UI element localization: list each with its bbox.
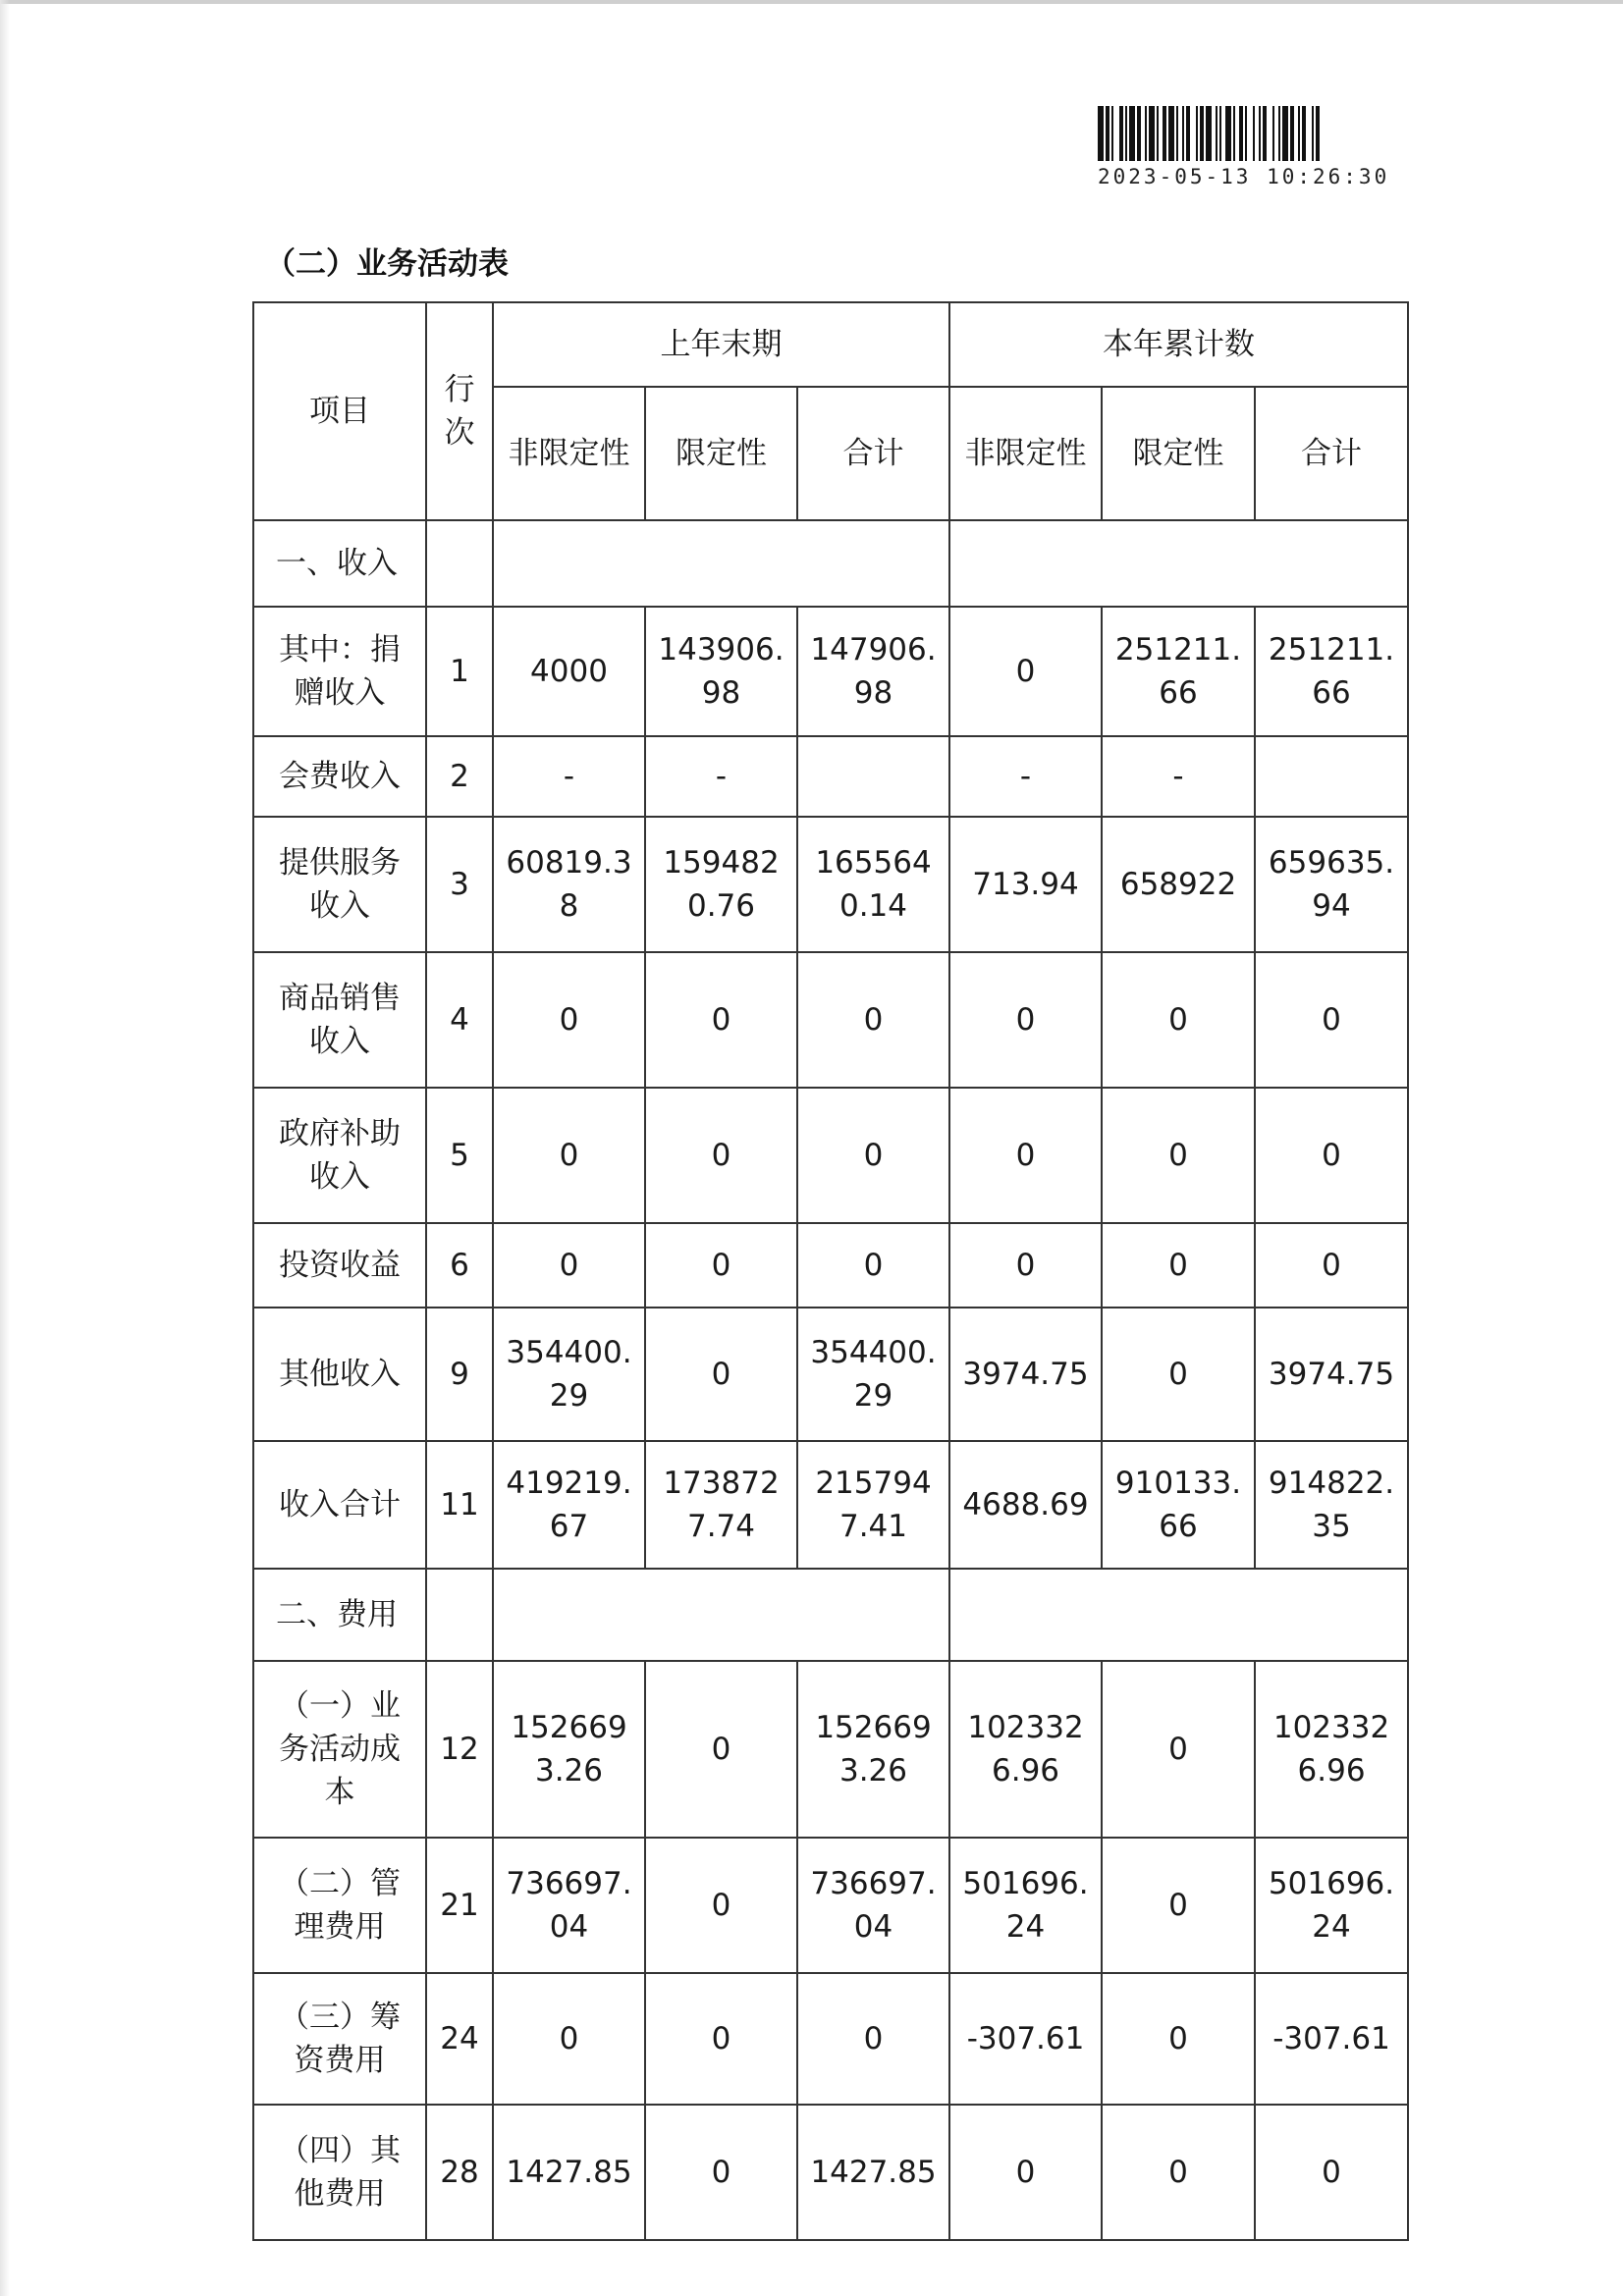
curr-unrestricted-cell: 501696.24 (949, 1838, 1102, 1973)
prev-restricted-cell: 0 (645, 1973, 797, 2105)
header-prev-period: 上年末期 (493, 302, 949, 387)
table-row (253, 1308, 1408, 1441)
header-row-1 (253, 302, 1408, 387)
curr-total-cell: 3974.75 (1255, 1308, 1408, 1441)
curr-restricted-cell: 0 (1102, 1223, 1255, 1308)
curr-restricted-cell: - (1102, 736, 1255, 817)
curr-unrestricted-cell: -307.61 (949, 1973, 1102, 2105)
table-row (253, 607, 1408, 736)
table-row (253, 1223, 1408, 1308)
curr-restricted-cell: 0 (1102, 952, 1255, 1088)
curr-total-cell: 0 (1255, 1088, 1408, 1223)
curr-restricted-cell: 0 (1102, 1308, 1255, 1441)
section-row (253, 520, 1408, 607)
prev-unrestricted-cell: 419219.67 (493, 1441, 645, 1569)
barcode-image (1098, 106, 1396, 161)
prev-unrestricted-cell: 354400.29 (493, 1308, 645, 1441)
prev-unrestricted-cell: 4000 (493, 607, 645, 736)
curr-unrestricted-cell: - (949, 736, 1102, 817)
curr-restricted-cell: 0 (1102, 1661, 1255, 1838)
row-item: （三）筹资费用 (253, 1973, 426, 2105)
prev-restricted-cell: 0 (645, 1088, 797, 1223)
curr-total-cell: 914822.35 (1255, 1441, 1408, 1569)
prev-unrestricted-cell: 736697.04 (493, 1838, 645, 1973)
prev-total-cell: 0 (797, 1088, 949, 1223)
prev-total-cell: 0 (797, 1973, 949, 2105)
prev-restricted-cell: 0 (645, 1223, 797, 1308)
prev-unrestricted-cell: 0 (493, 1973, 645, 2105)
row-item: 投资收益 (253, 1223, 426, 1308)
prev-restricted-cell: 0 (645, 1308, 797, 1441)
row-item: 其中：捐赠收入 (253, 607, 426, 736)
section-title: （二）业务活动表 (265, 246, 509, 282)
table-body (253, 520, 1408, 2240)
prev-unrestricted-cell: 0 (493, 1223, 645, 1308)
curr-total-cell: 0 (1255, 952, 1408, 1088)
row-item: （二）管理费用 (253, 1838, 426, 1973)
curr-unrestricted-cell: 3974.75 (949, 1308, 1102, 1441)
prev-total-cell: 1655640.14 (797, 817, 949, 952)
curr-unrestricted-cell: 1023326.96 (949, 1661, 1102, 1838)
prev-total-cell: 1427.85 (797, 2105, 949, 2240)
curr-total-cell: 0 (1255, 2105, 1408, 2240)
prev-restricted-cell: 0 (645, 1838, 797, 1973)
curr-unrestricted-cell: 0 (949, 2105, 1102, 2240)
table-row (253, 1441, 1408, 1569)
prev-total-cell: 354400.29 (797, 1308, 949, 1441)
prev-total-cell: 2157947.41 (797, 1441, 949, 1569)
row-item: （一）业务活动成本 (253, 1661, 426, 1838)
curr-unrestricted-cell: 0 (949, 607, 1102, 736)
row-item: （四）其他费用 (253, 2105, 426, 2240)
curr-total-cell: 501696.24 (1255, 1838, 1408, 1973)
table-row (253, 736, 1408, 817)
row-number: 21 (426, 1838, 493, 1973)
row-number: 3 (426, 817, 493, 952)
scan-edge (0, 0, 1623, 4)
row-number: 1 (426, 607, 493, 736)
prev-total-cell: 147906.98 (797, 607, 949, 736)
row-number: 28 (426, 2105, 493, 2240)
header-curr-total: 合计 (1255, 387, 1408, 520)
prev-restricted-cell: - (645, 736, 797, 817)
prev-unrestricted-cell: - (493, 736, 645, 817)
header-prev-total: 合计 (797, 387, 949, 520)
curr-restricted-cell: 0 (1102, 1838, 1255, 1973)
prev-unrestricted-cell: 0 (493, 952, 645, 1088)
curr-restricted-cell: 251211.66 (1102, 607, 1255, 736)
row-item: 会费收入 (253, 736, 426, 817)
curr-restricted-cell: 658922 (1102, 817, 1255, 952)
table-row (253, 1088, 1408, 1223)
curr-total-cell: 659635.94 (1255, 817, 1408, 952)
prev-total-cell: 736697.04 (797, 1838, 949, 1973)
print-timestamp: 2023-05-13 10:26:30 (1098, 165, 1390, 188)
section-row (253, 1569, 1408, 1661)
header-item: 项目 (253, 302, 426, 520)
prev-restricted-cell: 143906.98 (645, 607, 797, 736)
row-number: 5 (426, 1088, 493, 1223)
header-prev-restricted: 限定性 (645, 387, 797, 520)
prev-unrestricted-cell: 1526693.26 (493, 1661, 645, 1838)
row-number: 9 (426, 1308, 493, 1441)
row-number: 11 (426, 1441, 493, 1569)
prev-unrestricted-cell: 0 (493, 1088, 645, 1223)
empty-cell (426, 1569, 493, 1661)
row-number: 12 (426, 1661, 493, 1838)
section-label: 一、收入 (253, 520, 426, 607)
curr-unrestricted-cell: 0 (949, 952, 1102, 1088)
curr-total-cell (1255, 736, 1408, 817)
prev-restricted-cell: 0 (645, 2105, 797, 2240)
curr-total-cell: 0 (1255, 1223, 1408, 1308)
curr-unrestricted-cell: 0 (949, 1223, 1102, 1308)
curr-total-cell: -307.61 (1255, 1973, 1408, 2105)
prev-total-cell (797, 736, 949, 817)
empty-cell (493, 1569, 949, 1661)
row-item: 收入合计 (253, 1441, 426, 1569)
row-number: 6 (426, 1223, 493, 1308)
curr-total-cell: 1023326.96 (1255, 1661, 1408, 1838)
barcode-stamp (1098, 106, 1402, 188)
page-shadow (0, 0, 10, 2296)
prev-total-cell: 0 (797, 952, 949, 1088)
prev-restricted-cell: 0 (645, 1661, 797, 1838)
prev-total-cell: 1526693.26 (797, 1661, 949, 1838)
header-prev-unrestricted: 非限定性 (493, 387, 645, 520)
curr-restricted-cell: 0 (1102, 1973, 1255, 2105)
table-row (253, 1661, 1408, 1838)
row-item: 其他收入 (253, 1308, 426, 1441)
curr-total-cell: 251211.66 (1255, 607, 1408, 736)
curr-unrestricted-cell: 713.94 (949, 817, 1102, 952)
row-number: 2 (426, 736, 493, 817)
prev-unrestricted-cell: 1427.85 (493, 2105, 645, 2240)
empty-cell (426, 520, 493, 607)
row-number: 4 (426, 952, 493, 1088)
barcode-bar (1320, 106, 1322, 161)
table-row (253, 1973, 1408, 2105)
section-label: 二、费用 (253, 1569, 426, 1661)
table-row (253, 1838, 1408, 1973)
header-curr-restricted: 限定性 (1102, 387, 1255, 520)
business-activity-table (252, 301, 1409, 2241)
prev-restricted-cell: 0 (645, 952, 797, 1088)
curr-restricted-cell: 0 (1102, 2105, 1255, 2240)
prev-unrestricted-cell: 60819.38 (493, 817, 645, 952)
prev-restricted-cell: 1594820.76 (645, 817, 797, 952)
header-curr-period: 本年累计数 (949, 302, 1408, 387)
header-curr-unrestricted: 非限定性 (949, 387, 1102, 520)
curr-restricted-cell: 0 (1102, 1088, 1255, 1223)
table-row (253, 2105, 1408, 2240)
curr-unrestricted-cell: 0 (949, 1088, 1102, 1223)
empty-cell (493, 520, 949, 607)
empty-cell (949, 1569, 1408, 1661)
prev-total-cell: 0 (797, 1223, 949, 1308)
header-rowno: 行次 (426, 302, 493, 520)
empty-cell (949, 520, 1408, 607)
table-header (253, 302, 1408, 520)
table-row (253, 952, 1408, 1088)
row-item: 提供服务收入 (253, 817, 426, 952)
curr-unrestricted-cell: 4688.69 (949, 1441, 1102, 1569)
row-number: 24 (426, 1973, 493, 2105)
prev-restricted-cell: 1738727.74 (645, 1441, 797, 1569)
row-item: 政府补助收入 (253, 1088, 426, 1223)
row-item: 商品销售收入 (253, 952, 426, 1088)
table-row (253, 817, 1408, 952)
curr-restricted-cell: 910133.66 (1102, 1441, 1255, 1569)
